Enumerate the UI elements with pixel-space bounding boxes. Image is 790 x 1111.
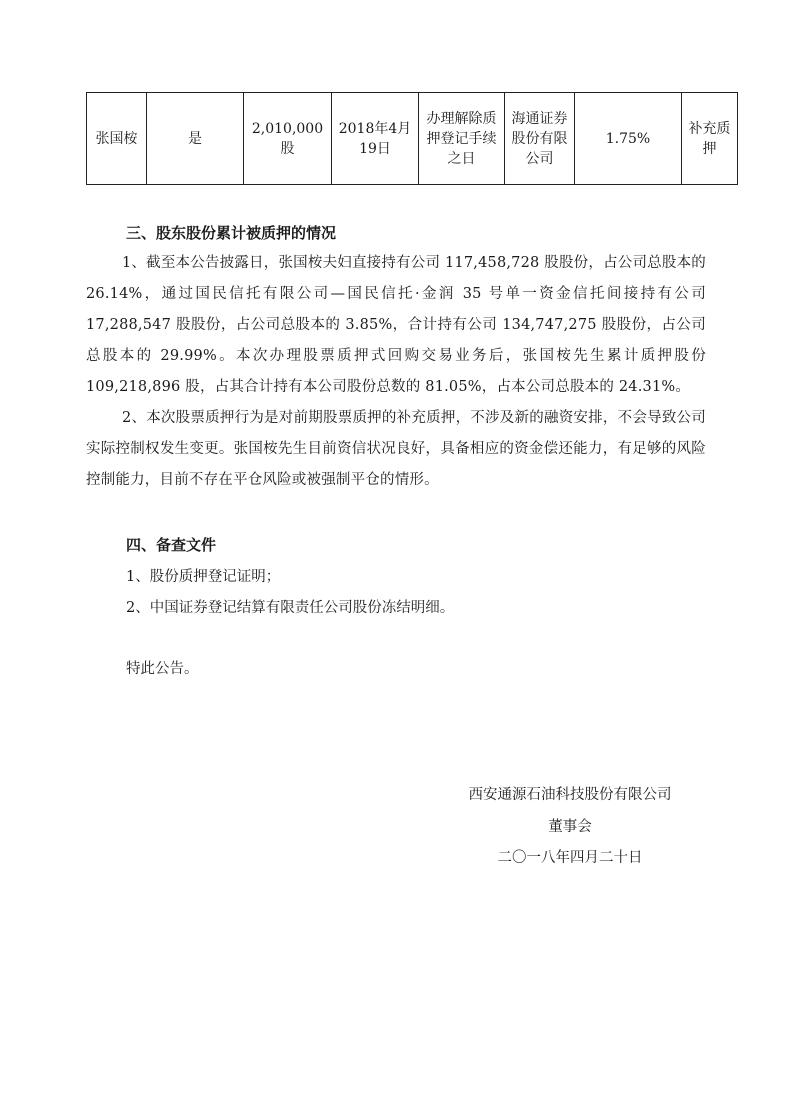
closing-statement: 特此公告。 xyxy=(126,661,199,677)
cell-pledgee: 海通证券股份有限公司 xyxy=(505,93,575,185)
cell-ratio: 1.75% xyxy=(575,93,682,185)
signature-date: 二〇一八年四月二十日 xyxy=(497,850,643,866)
cell-start-date: 2018年4月19日 xyxy=(332,93,419,185)
section4-heading: 四、备查文件 xyxy=(126,536,217,554)
cell-holder: 张国桉 xyxy=(87,93,147,185)
table-row xyxy=(87,93,738,185)
cell-is-controlling: 是 xyxy=(147,93,244,185)
reference-item-2: 2、中国证券登记结算有限责任公司股份冻结明细。 xyxy=(126,600,455,616)
signature-board: 董事会 xyxy=(548,819,592,835)
section3-paragraph-1: 1、截至本公告披露日，张国桉夫妇直接持有公司 117,458,728 股股份，占公司总股本的 26.14%，通过国民信托有限公司—国民信托·金润 35 号单一资金信托间接持有公司 17,288,547 股股份，占公司总股本的 3.85%，合计持有公司 134,747,275 股股份，占公司总股本的 29.99%。本次办理股票质押式回购交易业务后，张国桉先生累计质押股份 109,218,896 股，占其合计持有本公司股份总数的 81.05%，占本公司总股本的 24.31%。 xyxy=(86,255,706,395)
reference-item-1: 1、股份质押登记证明； xyxy=(126,569,281,585)
signature-company: 西安通源石油科技股份有限公司 xyxy=(468,787,672,803)
section3-paragraph-2: 2、本次股票质押行为是对前期股票质押的补充质押，不涉及新的融资安排，不会导致公司实际控制权发生变更。张国桉先生目前资信状况良好，具备相应的资金偿还能力，有足够的风险控制能力，目前不存在平仓风险或被强制平仓的情形。 xyxy=(86,410,706,488)
pledge-table xyxy=(86,92,738,185)
cell-end-date: 办理解除质押登记手续之日 xyxy=(419,93,505,185)
section3-heading: 三、股东股份累计被质押的情况 xyxy=(126,224,337,242)
cell-shares: 2,010,000股 xyxy=(244,93,332,185)
cell-purpose: 补充质押 xyxy=(682,93,738,185)
